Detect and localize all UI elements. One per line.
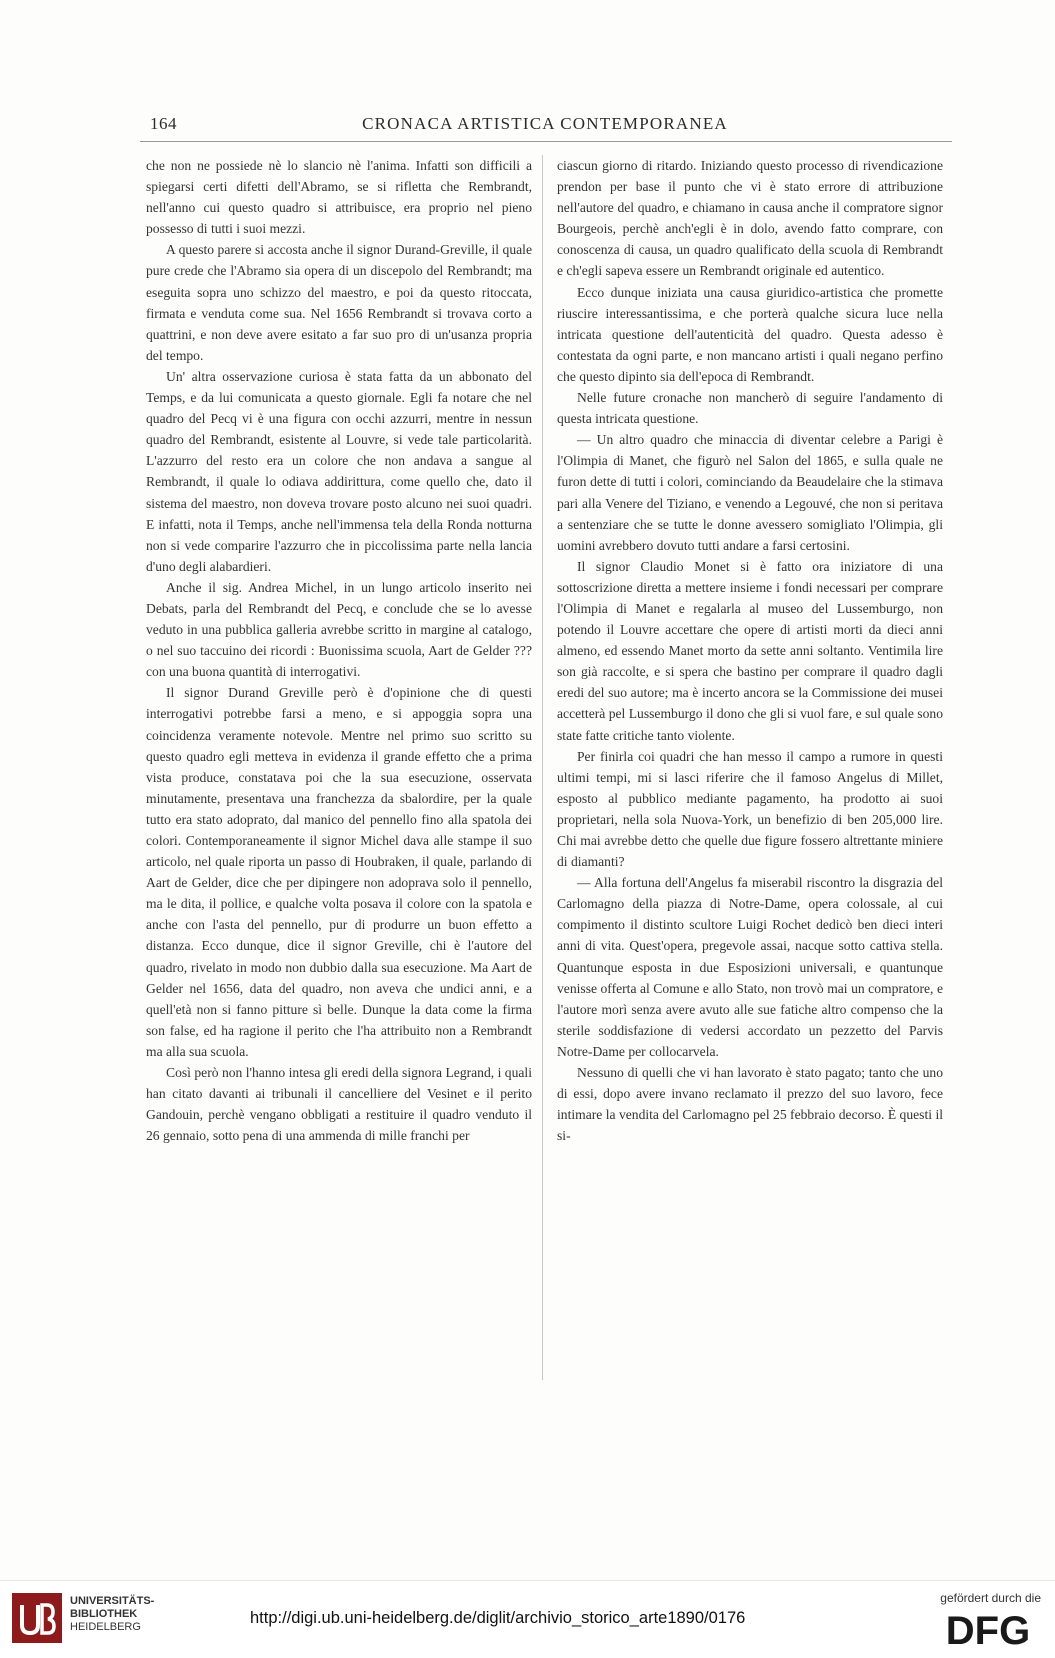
library-name <box>70 1595 154 1634</box>
dfg-logo-icon <box>936 1609 1041 1649</box>
library-name-line-3: HEIDELBERG <box>70 1621 141 1633</box>
right-paragraph-8: Nessuno di quelli che vi han lavorato è stato pagato; tanto che uno di essi, dopo avere invano reclamato il prezzo del suo lavoro, fece intimare la vendita del Carlomagno pel 25 febbraio decorso. È questi il si- <box>557 1065 943 1144</box>
library-name-line-1: UNIVERSITÄTS- <box>70 1595 155 1607</box>
left-paragraph-3: Un' altra osservazione curiosa è stata fatta da un abbonato del Temps, e da lui comunicata a questo giornale. Egli fa notare che nel quadro del Pecq vi è una figura con occhi azzurri, mentre in nessun quadro del Rembrandt, esistente al Louvre, si vede tale particolarità. L'azzurro del resto era un colore che non andava a sangue al Rembrandt, il quale lo odiava addirittura, come quello che, dato il sistema del maestro, non doveva trovare posto alcuno nei suoi quadri. E infatti, nota il Temps, anche nell'immensa tela della Ronda notturna non si vede comparire l'azzurro che in piccolissima parte nella lancia d'uno degli alabardieri. <box>146 368 532 574</box>
right-paragraph-5: Il signor Claudio Monet si è fatto ora iniziatore di una sottoscrizione diretta a mettere insieme i fondi necessari per comprare l'Olimpia di Manet e regalarla al museo del Lussemburgo, non potendo il Louvre accettare che opere di artisti morti da dieci anni almeno, ed essendo Manet morto da sette anni soltanto. Ventimila lire son già raccolte, e si spera che bastino per comprare il quadro dagli eredi del suo autore; ma è incerto ancora se la Commissione dei musei accetterà pel Lussemburgo il dono che gli si vuol fare, e sul quale sono state fatte critiche tanto violente. <box>557 558 943 743</box>
right-paragraph-1: ciascun giorno di ritardo. Iniziando questo processo di rivendicazione prendon per base il punto che vi è stato errore di attribuzione nell'autore del quadro, e chiamano in causa anche il compratore signor Bourgeois, perchè anch'egli è in dolo, avendo fatto comprare, con conoscenza di causa, un quadro qualificato della scuola di Rembrandt e ch'egli sapeva essere un Rembrandt originale ed autentico. <box>557 158 943 279</box>
viewer-footer <box>0 1580 1055 1658</box>
right-paragraph-6: Per finirla coi quadri che han messo il campo a rumore in questi ultimi tempi, mi si lasci riferire che il famoso Angelus di Millet, esposto al pubblico mediante pagamento, ha prodotto ai suoi proprietari, nella sola Nuova-York, un benefizio di ben 205,000 lire. Chi mai avrebbe detto che quelle due figure fossero altrettante miniere di diamanti? <box>557 748 943 870</box>
funding-label: gefördert durch die <box>940 1591 1041 1605</box>
left-column <box>146 155 532 1146</box>
right-paragraph-7: — Alla fortuna dell'Angelus fa miserabil riscontro la disgrazia del Carlomagno della piazza di Notre-Dame, opera colossale, al cui compimento il distinto scultore Luigi Rochet dedicò ben dieci interi anni di vita. Quest'opera, pregevole assai, nacque sotto cattiva stella. Quantunque esposta in due Esposizioni universali, e quantunque venisse offerta al Comune e allo Stato, non trovò mai un compratore, e l'autore morì senza avere avuto alle sue fatiche altro compenso che la sterile soddisfazione di vedersi accordato un pezzetto del Parvis Notre-Dame per collocarvela. <box>557 875 943 1059</box>
library-name-line-2: BIBLIOTHEK <box>70 1608 138 1620</box>
right-paragraph-4: — Un altro quadro che minaccia di diventar celebre a Parigi è l'Olimpia di Manet, che figurò nel Salon del 1865, e sulla quale ne furon dette di tutti i colori, cominciando da Beaudelaire che la stimava pari alla Venere del Tiziano, e venendo a Legouvé, che non si peritava a sentenziare che se tutte le donne avessero somigliato l'Olimpia, gli uomini avrebbero dovuto tutti andare a farsi certosini. <box>557 432 943 553</box>
left-paragraph-6: Così però non l'hanno intesa gli eredi della signora Legrand, i quali han citato davanti ai tribunali il cancelliere del Vesinet e il perito Gandouin, perchè vengano obbligati a restituire il quadro venduto il 26 gennaio, sotto pena di una ammenda di mille franchi per <box>146 1065 532 1144</box>
left-paragraph-5: Il signor Durand Greville però è d'opinione che di questi interrogativi potrebbe farsi a meno, e si appoggia sopra una coincidenza veramente notevole. Mentre nel primo suo scritto su questo quadro egli metteva in evidenza il grande effetto che a prima vista produce, constatava poi che la sua esecuzione, osservata minutamente, presentava una franchezza da sbalordire, per la quale tutto era stato adoprato, dal manico del pennello fino alla spatola dei colori. Contemporaneamente il signor Michel dava alle stampe il suo articolo, nel quale riporta un passo di Houbraken, il quale, parlando di Aart de Gelder, dice che per dipingere non adoprava solo il pennello, ma le dita, il pollice, e qualche volta posava il colore con la spatola e anche con l'asta del pennello, pur di produrre un buon effetto a distanza. Ecco dunque, dice il signor Greville, chi è l'autore del quadro, rivelato in modo non dubbio dalla sua esecuzione. Ma Aart de Gelder nel 1656, data del quadro, non aveva che undici anni, e a quell'età non si fanno pitture sì belle. Dunque la data come la firma son false, ed ha ragione il perito che l'ha attribuito non a Rembrandt ma alla sua scuola. <box>146 685 532 1059</box>
page-number: 164 <box>150 114 177 133</box>
right-column <box>557 155 943 1146</box>
running-title: CRONACA ARTISTICA CONTEMPORANEA <box>362 114 728 133</box>
left-paragraph-2: A questo parere si accosta anche il signor Durand-Greville, il quale pure crede che l'Abramo sia opera di un discepolo del Rembrandt; ma eseguita sopra uno schizzo del maestro, e poi da questo ritoccata, firmata e venduta come sua. Nel 1656 Rembrandt si trovava corto a quattrini, e non deve avere esitato a far suo pro di un'usanza propria del tempo. <box>146 242 532 363</box>
right-paragraph-3: Nelle future cronache non mancherò di seguire l'andamento di questa intricata questione. <box>557 390 943 427</box>
left-paragraph-4: Anche il sig. Andrea Michel, in un lungo articolo inserito nei Debats, parla del Rembrandt del Pecq, e conclude che se lo avesse veduto in una pubblica galleria avrebbe scritto in margine al catalogo, o nel suo taccuino dei ricordi : Buonissima scuola, Aart de Gelder ??? con una buona quantità di interrogativi. <box>146 579 532 680</box>
page-header <box>140 110 950 138</box>
right-paragraph-2: Ecco dunque iniziata una causa giuridico-artistica che promette riuscire interessantissima, e che porterà qualche sicura luce nella intricata questione dell'autenticità del quadro. Questa adesso è contestata da ogni parte, e non mancano artisti i quali negano perfino che questo dipinto sia dell'epoca di Rembrandt. <box>557 284 943 384</box>
dfg-logo-text: DFG <box>945 1609 1031 1649</box>
column-divider <box>542 155 543 1380</box>
permalink-url[interactable]: http://digi.ub.uni-heidelberg.de/diglit/archivio_storico_arte1890/0176 <box>250 1609 746 1627</box>
left-paragraph-1: che non ne possiede nè lo slancio nè l'anima. Infatti son difficili a spiegarsi certi difetti dell'Abramo, se si rifletta che Rembrandt, nell'anno cui questo quadro si attribuisce, era proprio nel pieno possesso di tutti i suoi mezzi. <box>146 158 532 237</box>
header-rule <box>140 141 952 142</box>
university-library-logo-icon <box>12 1593 62 1643</box>
